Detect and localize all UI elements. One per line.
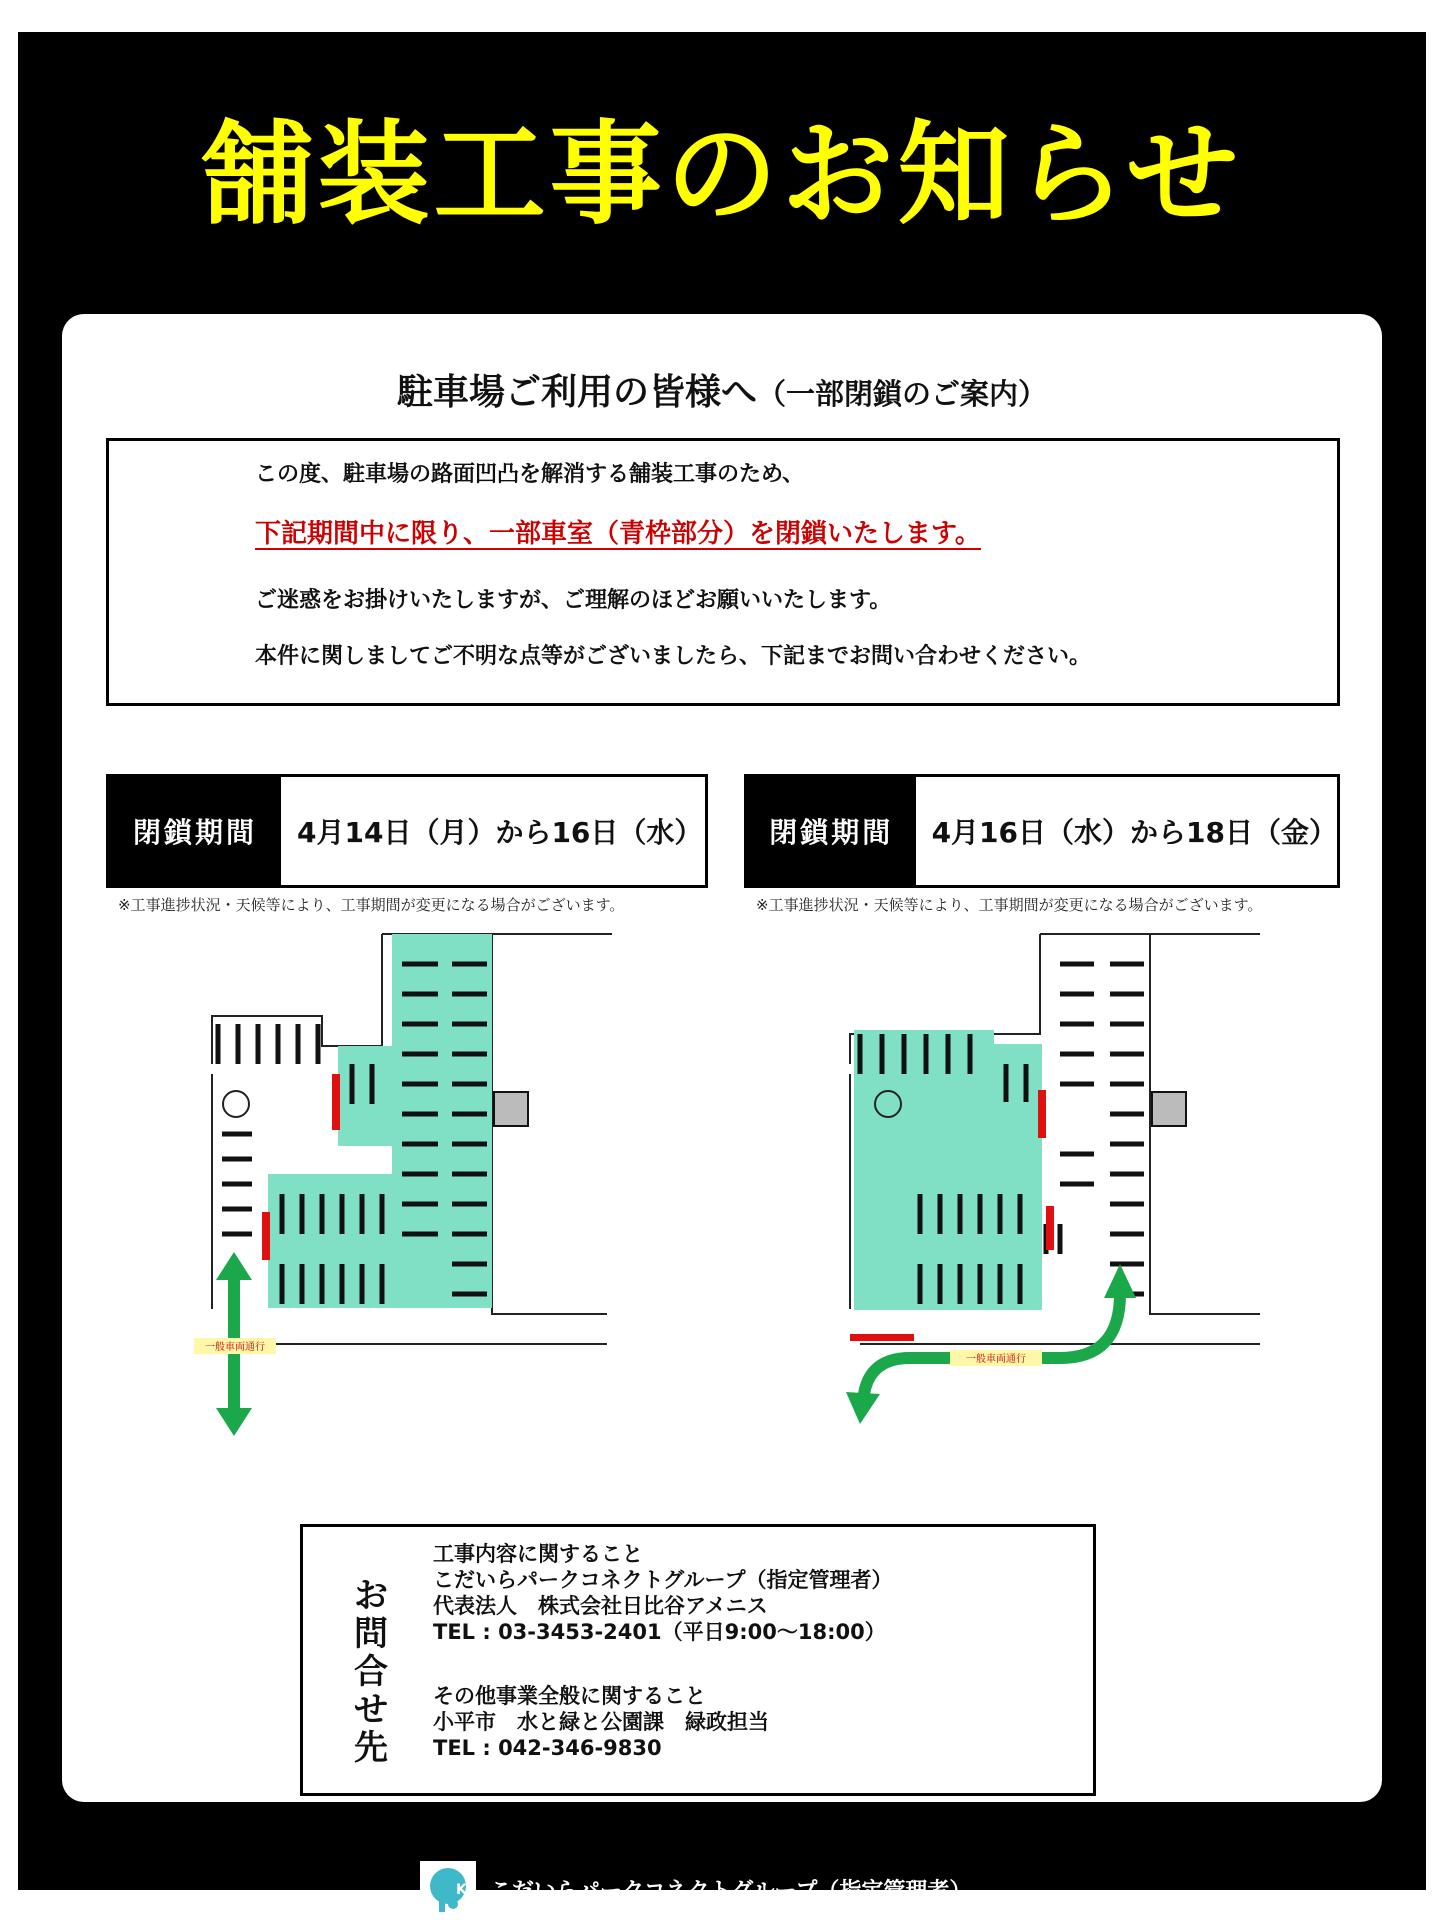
period-1 [106,774,708,888]
period-1-dates: 4月14日（月）から16日（水） [297,816,703,849]
parking-map-1 [182,924,622,1484]
contact-line-2: こだいらパークコネクトグループ（指定管理者） [433,1568,893,1592]
intro-line-1: この度、駐車場の路面凹凸を解消する舗装工事のため、 [255,462,805,487]
org-logo [420,1861,476,1917]
intro-box [106,438,1340,706]
contact-line-4: TEL : 03-3453-2401（平日9:00～18:00） [433,1620,886,1644]
logo-mark-icon [423,1864,477,1914]
contact-label-text: お 問 合 せ 先 [354,1576,388,1768]
heading-sub: （一部閉鎖のご案内） [757,377,1048,411]
footer [420,1860,971,1918]
contact-vertical-label [351,1577,391,1767]
traffic-label-1: 一般車両通行 [205,1342,265,1353]
poster-background [18,32,1426,1904]
contact-spacer [433,1645,892,1683]
notice-card [62,314,1382,1802]
intro-line-4: 本件に関しましてご不明な点等がございましたら、下記までお問い合わせください。 [255,644,1092,669]
contact-line-7: 小平市 水と緑と公園課 緑政担当 [433,1710,769,1734]
period-2-note: ※工事進捗状況・天候等により、工事期間が変更になる場合がございます。 [756,896,1263,914]
barrier-2c [850,1334,914,1341]
heading-main: 駐車場ご利用の皆様へ [396,372,757,413]
barrier-1b [262,1212,270,1260]
contact-line-8: TEL : 042-346-9830 [433,1736,662,1760]
barrier-2b [1046,1206,1054,1250]
page-title: 舗装工事のお知らせ [201,110,1243,240]
parking-map-2 [820,924,1280,1484]
contact-line-1: 工事内容に関すること [433,1542,643,1566]
closed-area-1a [392,934,492,1308]
barrier-2a [1038,1090,1046,1138]
period-1-note: ※工事進捗状況・天候等により、工事期間が変更になる場合がございます。 [118,896,625,914]
svg-text:Ko: Ko [456,1882,477,1898]
contact-line-6: その他事業全般に関すること [433,1684,706,1708]
intro-line-3: ご迷惑をお掛けいたしますが、ご理解のほどお願いいたします。 [255,588,892,613]
contact-line-3: 代表法人 株式会社日比谷アメニス [433,1594,768,1618]
contact-lines [433,1541,892,1761]
closed-area-1c [268,1174,394,1308]
contact-box [300,1524,1096,1796]
footer-org-name: こだいらパークコネクトグループ（指定管理者） [490,1878,972,1904]
period-2 [744,774,1340,888]
notice-heading [62,364,1382,415]
intro-line-red: 下記期間中に限り、一部車室（青枠部分）を閉鎖いたします。 [255,519,981,549]
barrier-1a [332,1074,340,1130]
period-2-label: 閉鎖期間 [747,777,916,885]
period-1-label: 閉鎖期間 [109,777,281,885]
closed-area-1b [338,1046,394,1146]
traffic-label-2: 一般車両通行 [966,1354,1026,1365]
period-2-dates: 4月16日（水）から18日（金） [931,816,1337,849]
